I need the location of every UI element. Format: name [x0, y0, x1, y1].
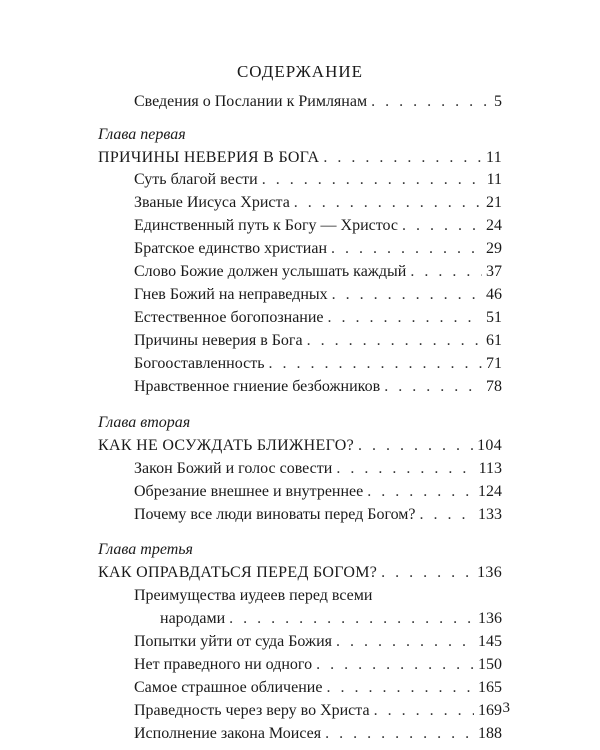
dot-leader: [229, 609, 474, 629]
dot-leader: [420, 505, 474, 525]
dot-leader: [325, 724, 474, 744]
dot-leader: [307, 331, 482, 351]
dot-leader: [328, 308, 482, 328]
dot-leader: [294, 193, 482, 213]
toc-entry-page: 136: [477, 564, 502, 581]
toc-entry-page: 188: [478, 725, 502, 742]
dot-leader: [367, 482, 474, 502]
toc-entry-page: 21: [486, 194, 502, 211]
toc-entry-label: Единственный путь к Богу — Христос: [134, 217, 399, 234]
toc-chapter-title[interactable]: [98, 436, 502, 456]
chapter-title-label: ПРИЧИНЫ НЕВЕРИЯ В БОГА: [98, 149, 320, 166]
toc-entry-label-continuation: народами: [160, 610, 226, 627]
toc-entry[interactable]: [134, 724, 502, 744]
dot-leader: [381, 563, 473, 583]
toc-entry-label: Почему все люди виноваты перед Богом?: [134, 506, 416, 523]
dot-leader: [402, 216, 482, 236]
dot-leader: [374, 701, 474, 721]
toc-entry-label: Суть благой вести: [134, 171, 258, 188]
toc-entry[interactable]: [134, 377, 502, 397]
toc-entry[interactable]: [134, 459, 502, 479]
toc-entry[interactable]: [134, 193, 502, 213]
dot-leader: [316, 655, 474, 675]
toc-entry-page: 29: [486, 240, 502, 257]
dot-leader: [358, 436, 473, 456]
toc-entry-label: Слово Божие должен услышать каждый: [134, 263, 407, 280]
chapter-label: Глава первая: [98, 126, 186, 143]
toc-entry-page: 37: [486, 263, 502, 280]
toc-entry-label: Исполнение закона Моисея: [134, 725, 322, 742]
toc-entry-label: Закон Божий и голос совести: [134, 460, 333, 477]
dot-leader: [326, 678, 474, 698]
toc-entry-label: Нет праведного ни одного: [134, 656, 313, 673]
dot-leader: [268, 354, 482, 374]
toc-entry-page: 169: [478, 702, 502, 719]
toc-entry-page: 71: [486, 355, 502, 372]
toc-entry[interactable]: [134, 216, 502, 236]
dot-leader: [331, 239, 482, 259]
toc-entry-page: 145: [478, 633, 502, 650]
toc-entry-page: 61: [486, 332, 502, 349]
chapter-title-label: КАК ОПРАВДАТЬСЯ ПЕРЕД БОГОМ?: [98, 564, 378, 581]
toc-entry[interactable]: [134, 262, 502, 282]
dot-leader: [323, 148, 482, 168]
toc-entry-page: 11: [486, 171, 502, 188]
dot-leader: [371, 92, 490, 112]
dot-leader: [262, 170, 483, 190]
dot-leader: [332, 285, 482, 305]
toc-entry[interactable]: [134, 354, 502, 374]
toc-entry[interactable]: [134, 505, 502, 525]
toc-entry[interactable]: [134, 331, 502, 351]
toc-entry[interactable]: [134, 239, 502, 259]
toc-entry[interactable]: [134, 678, 502, 698]
toc-entry-label: Естественное богопознание: [134, 309, 324, 326]
toc-entry-label: Гнев Божий на неправедных: [134, 286, 328, 303]
toc-entry-page: 133: [478, 506, 502, 523]
dot-leader: [410, 262, 482, 282]
toc-entry-page: 113: [478, 460, 502, 477]
toc-entry[interactable]: [160, 609, 502, 629]
toc-entry[interactable]: [134, 170, 502, 190]
toc-entry-label: Братское единство христиан: [134, 240, 327, 257]
toc-entry[interactable]: [134, 632, 502, 652]
chapter-label: Глава третья: [98, 541, 193, 558]
dot-leader: [336, 632, 474, 652]
toc-entry[interactable]: [134, 285, 502, 305]
toc-entry-intro[interactable]: [134, 92, 502, 112]
toc-entry[interactable]: [134, 482, 502, 502]
toc-entry[interactable]: [134, 655, 502, 675]
toc-entry-page: 46: [486, 286, 502, 303]
toc-entry-page: 150: [478, 656, 502, 673]
toc-entry-label: Богооставленность: [134, 355, 265, 372]
toc-entry-page: 5: [494, 93, 502, 110]
toc-entry-page: 136: [478, 610, 502, 627]
toc-entry-page: 51: [486, 309, 502, 326]
toc-entry-label: Причины неверия в Бога: [134, 332, 303, 349]
toc-entry-label: Праведность через веру во Христа: [134, 702, 370, 719]
toc-entry-page: 104: [477, 437, 502, 454]
toc-entry-label: Преимущества иудеев перед всеми: [134, 587, 373, 604]
toc-entry-page: 11: [485, 149, 502, 166]
toc-chapter-title[interactable]: [98, 148, 502, 168]
toc-entry-label: Самое страшное обличение: [134, 679, 323, 696]
chapter-label: Глава вторая: [98, 414, 191, 431]
toc-entry-page: 24: [486, 217, 502, 234]
toc-entry-label: Попытки уйти от суда Божия: [134, 633, 332, 650]
toc-entry-label: Нравственное гниение безбожников: [134, 378, 381, 395]
toc-entry-page: 165: [478, 679, 502, 696]
chapter-title-label: КАК НЕ ОСУЖДАТЬ БЛИЖНЕГО?: [98, 437, 354, 454]
toc-entry-label: Званые Иисуса Христа: [134, 194, 290, 211]
toc-title: СОДЕРЖАНИЕ: [236, 62, 364, 81]
toc-entry-page: 124: [478, 483, 502, 500]
toc-entry-label: Сведения о Послании к Римлянам: [134, 93, 368, 110]
toc-chapter-title[interactable]: [98, 563, 502, 583]
dot-leader: [336, 459, 474, 479]
toc-entry[interactable]: [134, 701, 502, 721]
dot-leader: [384, 377, 482, 397]
page-number: 3: [502, 700, 510, 716]
toc-entry[interactable]: [134, 308, 502, 328]
toc-entry-label: Обрезание внешнее и внутреннее: [134, 483, 364, 500]
toc-entry-page: 78: [486, 378, 502, 395]
toc-entry-first-line[interactable]: [134, 586, 502, 606]
